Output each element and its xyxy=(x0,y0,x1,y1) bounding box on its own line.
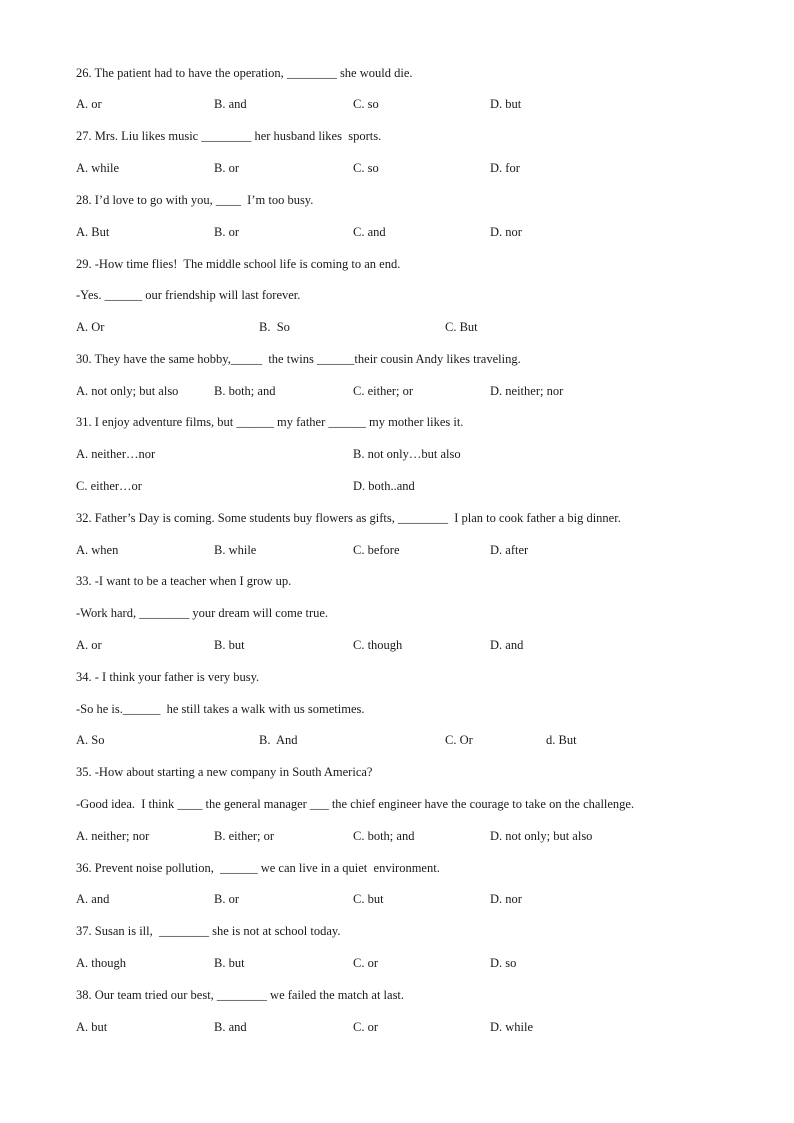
question-29-stem: 29. -How time flies! The middle school life is coming to an end. xyxy=(76,257,401,271)
question-36-option-b: B. or xyxy=(214,892,239,906)
question-34-option-a: A. So xyxy=(76,733,105,747)
question-32-option-d: D. after xyxy=(490,543,529,557)
question-38-option-a: A. but xyxy=(76,1020,108,1034)
question-35-option-a: A. neither; nor xyxy=(76,829,150,843)
question-31-option-a: A. neither…nor xyxy=(76,447,156,461)
question-34-option-c: C. Or xyxy=(445,733,473,747)
question-35-option-b: B. either; or xyxy=(214,829,275,843)
question-26-option-d: D. but xyxy=(490,97,522,111)
question-34-option-b: B. And xyxy=(259,733,298,747)
question-27-option-b: B. or xyxy=(214,161,239,175)
question-26-option-b: B. and xyxy=(214,97,247,111)
question-28-option-a: A. But xyxy=(76,225,110,239)
question-38-option-b: B. and xyxy=(214,1020,247,1034)
question-33-option-d: D. and xyxy=(490,638,524,652)
question-38-option-c: C. or xyxy=(353,1020,378,1034)
question-32-option-a: A. when xyxy=(76,543,119,557)
question-28-option-d: D. nor xyxy=(490,225,522,239)
question-27-option-a: A. while xyxy=(76,161,120,175)
question-33-stem: 33. -I want to be a teacher when I grow up. xyxy=(76,574,292,588)
question-32-stem: 32. Father’s Day is coming. Some students buy flowers as gifts, ________ I plan to cook father a big dinner. xyxy=(76,511,621,525)
question-31-option-d: D. both..and xyxy=(353,479,415,493)
question-35-reply: -Good idea. I think ____ the general manager ___ the chief engineer have the courage to take on the challenge. xyxy=(76,797,635,811)
question-28-option-b: B. or xyxy=(214,225,239,239)
question-28-option-c: C. and xyxy=(353,225,386,239)
question-35-stem: 35. -How about starting a new company in South America? xyxy=(76,765,373,779)
question-35-option-d: D. not only; but also xyxy=(490,829,593,843)
question-33-option-c: C. though xyxy=(353,638,403,652)
question-37-stem: 37. Susan is ill, ________ she is not at school today. xyxy=(76,924,341,938)
question-27-option-d: D. for xyxy=(490,161,520,175)
question-29-option-b: B. So xyxy=(259,320,290,334)
question-38-stem: 38. Our team tried our best, ________ we failed the match at last. xyxy=(76,988,405,1002)
question-29-option-c: C. But xyxy=(445,320,478,334)
question-34-reply: -So he is.______ he still takes a walk with us sometimes. xyxy=(76,702,365,716)
question-27-option-c: C. so xyxy=(353,161,379,175)
question-37-option-c: C. or xyxy=(353,956,378,970)
question-30-option-b: B. both; and xyxy=(214,384,276,398)
question-32-option-b: B. while xyxy=(214,543,257,557)
question-28-stem: 28. I’d love to go with you, ____ I’m too busy. xyxy=(76,193,314,207)
question-31-option-b: B. not only…but also xyxy=(353,447,461,461)
question-27-stem: 27. Mrs. Liu likes music ________ her husband likes sports. xyxy=(76,129,382,143)
question-30-option-a: A. not only; but also xyxy=(76,384,179,398)
question-30-option-d: D. neither; nor xyxy=(490,384,564,398)
question-31-option-c: C. either…or xyxy=(76,479,142,493)
question-26-option-c: C. so xyxy=(353,97,379,111)
question-34-option-d: d. But xyxy=(546,733,577,747)
question-30-option-c: C. either; or xyxy=(353,384,414,398)
question-34-stem: 34. - I think your father is very busy. xyxy=(76,670,260,684)
question-26-stem: 26. The patient had to have the operation, ________ she would die. xyxy=(76,66,413,80)
question-36-option-c: C. but xyxy=(353,892,384,906)
question-36-option-d: D. nor xyxy=(490,892,522,906)
question-31-stem: 31. I enjoy adventure films, but ______ my father ______ my mother likes it. xyxy=(76,415,464,429)
question-37-option-d: D. so xyxy=(490,956,517,970)
question-36-option-a: A. and xyxy=(76,892,110,906)
question-38-option-d: D. while xyxy=(490,1020,534,1034)
question-37-option-a: A. though xyxy=(76,956,126,970)
question-33-reply: -Work hard, ________ your dream will come true. xyxy=(76,606,329,620)
question-35-option-c: C. both; and xyxy=(353,829,415,843)
question-26-option-a: A. or xyxy=(76,97,102,111)
question-29-reply: -Yes. ______ our friendship will last forever. xyxy=(76,288,301,302)
question-33-option-b: B. but xyxy=(214,638,245,652)
question-32-option-c: C. before xyxy=(353,543,400,557)
question-36-stem: 36. Prevent noise pollution, ______ we can live in a quiet environment. xyxy=(76,861,440,875)
question-30-stem: 30. They have the same hobby,_____ the twins ______their cousin Andy likes traveling. xyxy=(76,352,521,366)
question-29-option-a: A. Or xyxy=(76,320,105,334)
question-37-option-b: B. but xyxy=(214,956,245,970)
question-33-option-a: A. or xyxy=(76,638,102,652)
